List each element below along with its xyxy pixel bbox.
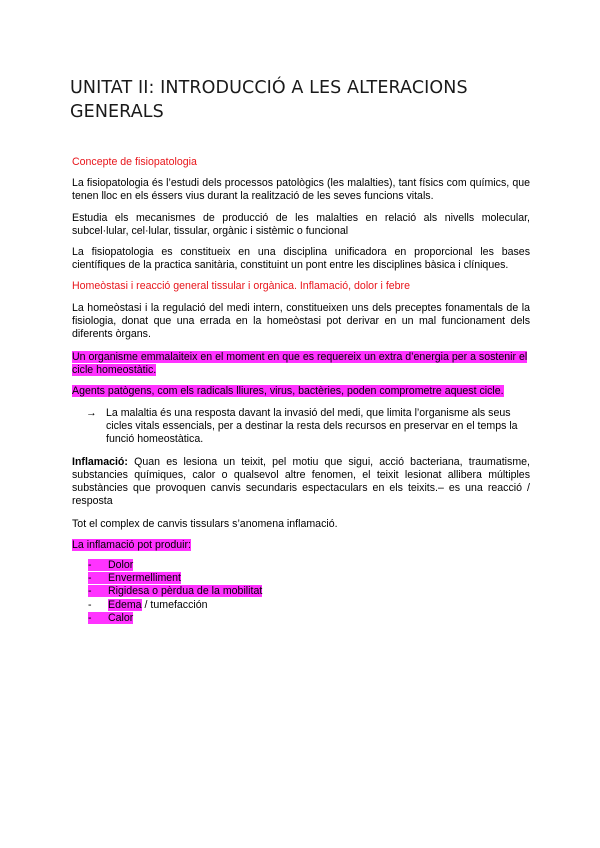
inflamacio-label: Inflamació: <box>72 456 128 468</box>
paragraph-mechanisms: Estudia els mecanismes de producció de les malalties en relació als nivells molecular, subcel·lular, cel·lular, tissular, orgànic i sistèmic o funcional <box>72 212 530 237</box>
list-item-text: Calor <box>108 611 134 624</box>
list-dash: - <box>88 611 92 624</box>
unit-title: UNITAT II: INTRODUCCIÓ A LES ALTERACIONS GENERALS <box>70 78 468 122</box>
section-heading-concepte: Concepte de fisiopatologia <box>72 156 197 168</box>
list-item-text: Edema <box>108 598 142 611</box>
list-heading <box>72 539 530 552</box>
highlighted-text: La inflamació pot produir: <box>72 539 191 551</box>
paragraph-definition: La fisiopatologia és l’estudi dels processos patològics (les malalties), tant físics com químics, que tenen lloc en els éssers vius durant la realització de les seves funcions vitals. <box>72 177 530 202</box>
list-item <box>88 585 262 598</box>
inflamacio-text: Quan es lesiona un teixit, pel motiu que sigui, acció bacteriana, traumatisme, substancies químiques, calor o qualsevol altre fenomen, el teixit lesionat allibera múltiples substàncies que provoquen canvis secundaris espectaculars en els teixits.– es una reacció / resposta <box>72 456 530 507</box>
paragraph-organisme-highlight <box>72 351 530 377</box>
list-item <box>88 559 262 572</box>
list-item-text: Dolor <box>108 559 134 571</box>
arrow-note <box>86 407 530 446</box>
paragraph-homeostasi: La homeòstasi i la regulació del medi intern, constitueixen uns dels preceptes fonamentals de la fisiologia, donat que una errada en la homeòstasi pot derivar en un mal funcionament dels diferents òrgans. <box>72 302 530 340</box>
list-item <box>88 612 262 625</box>
list-item <box>88 572 262 585</box>
highlighted-text: Un organisme emmalaiteix en el moment en que es requereix un extra d’energia per a sostenir el cicle homeostàtic. <box>72 351 528 376</box>
list-item-suffix: / tumefacción <box>141 598 208 611</box>
list-item-text: Envermelliment <box>108 572 182 585</box>
arrow-note-text: La malaltia és una resposta davant la invasió del medi, que limita l’organisme als seus cicles vitals essencials, per a destinar la resta dels recursos en preservar en el temps la funció homeostàtica. <box>106 407 518 445</box>
list-dash: - <box>88 585 92 598</box>
list-item <box>88 599 262 612</box>
paragraph-inflamacio <box>72 456 530 508</box>
paragraph-agents-highlight <box>72 385 530 398</box>
list-dash: - <box>88 559 92 571</box>
arrow-icon: → <box>86 407 97 419</box>
symptom-list <box>88 559 262 625</box>
paragraph-complex: Tot el complex de canvis tissulars s’anomena inflamació. <box>72 518 338 530</box>
paragraph-discipline: La fisiopatologia es constitueix en una disciplina unificadora en proporcional les bases científiques de la practica sanitària, constituint un pont entre les disciplines bàsica i clíniques. <box>72 246 530 271</box>
list-item-text: Rigidesa o pèrdua de la mobilitat <box>108 585 263 598</box>
section-heading-homeostasi: Homeòstasi i reacció general tissular i orgànica. Inflamació, dolor i febre <box>72 280 410 292</box>
highlighted-text: Agents patògens, com els radicals lliures, virus, bactèries, poden comprometre aquest cicle. <box>72 385 504 397</box>
list-dash: - <box>88 598 92 611</box>
list-dash: - <box>88 572 92 585</box>
